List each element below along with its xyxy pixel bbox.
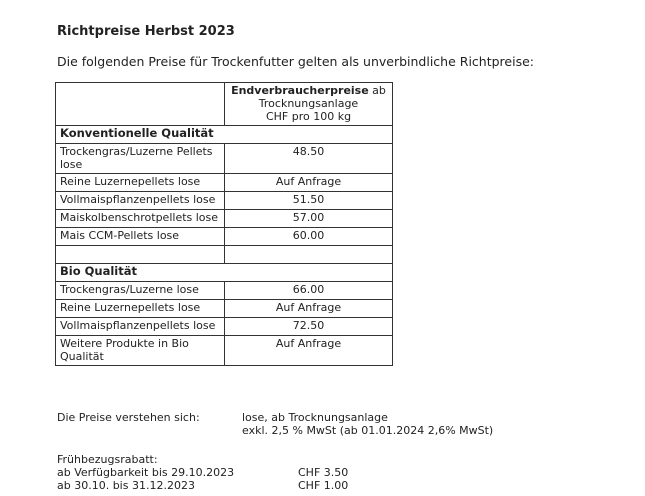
early-row-value: CHF 1.00: [298, 479, 349, 492]
table-row: [56, 192, 393, 210]
price-cell: 66.00: [225, 282, 393, 300]
notes-label: Die Preise verstehen sich:: [57, 411, 200, 424]
header-rest: ab Trocknungsanlage: [258, 84, 386, 110]
price-table: [55, 82, 393, 366]
price-cell: 51.50: [225, 192, 393, 210]
early-heading: Frühbezugsrabatt:: [57, 453, 158, 466]
section-row: [56, 126, 393, 144]
price-cell: Auf Anfrage: [225, 300, 393, 318]
early-row-value: CHF 3.50: [298, 466, 349, 479]
price-cell: 72.50: [225, 318, 393, 336]
table-row: [56, 144, 393, 174]
empty-row: [56, 246, 393, 264]
table-header-row: [56, 83, 393, 126]
early-discount: [57, 453, 457, 492]
early-row: [57, 479, 457, 492]
product-cell: Trockengras/Luzerne lose: [56, 282, 225, 300]
table-row: [56, 318, 393, 336]
intro-text: Die folgenden Preise für Trockenfutter gelten als unverbindliche Richtpreise:: [57, 54, 535, 69]
early-row-label: ab 30.10. bis 31.12.2023: [57, 479, 195, 492]
header-line2: CHF pro 100 kg: [265, 110, 352, 123]
product-cell: Maiskolbenschrotpellets lose: [56, 210, 225, 228]
header-strong: Endverbraucherpreise: [231, 84, 369, 97]
page-title: Richtpreise Herbst 2023: [57, 24, 235, 39]
table-row: [56, 210, 393, 228]
early-row: [57, 466, 457, 479]
empty-cell: [225, 246, 393, 264]
price-cell: 48.50: [225, 144, 393, 174]
table-row: [56, 336, 393, 366]
table-row: [56, 228, 393, 246]
notes-values: [242, 411, 493, 437]
notes-line2: exkl. 2,5 % MwSt (ab 01.01.2024 2,6% MwSt): [242, 424, 494, 437]
section-row: [56, 264, 393, 282]
header-empty-cell: [56, 83, 225, 126]
header-price-cell: [225, 83, 393, 126]
product-cell: Reine Luzernepellets lose: [56, 174, 225, 192]
product-cell: Reine Luzernepellets lose: [56, 300, 225, 318]
price-cell: 57.00: [225, 210, 393, 228]
product-cell: Vollmaispflanzenpellets lose: [56, 318, 225, 336]
table-row: [56, 300, 393, 318]
early-row-label: ab Verfügbarkeit bis 29.10.2023: [57, 466, 235, 479]
section-heading-bio: Bio Qualität: [56, 264, 393, 282]
price-cell: Auf Anfrage: [225, 336, 393, 366]
table-row: [56, 282, 393, 300]
price-cell: 60.00: [225, 228, 393, 246]
price-cell: Auf Anfrage: [225, 174, 393, 192]
product-cell: Trockengras/Luzerne Pellets lose: [56, 144, 225, 174]
section-heading-conventional: Konventionelle Qualität: [56, 126, 393, 144]
product-cell: Weitere Produkte in Bio Qualität: [56, 336, 225, 366]
empty-cell: [56, 246, 225, 264]
product-cell: Mais CCM-Pellets lose: [56, 228, 225, 246]
notes-line1: lose, ab Trocknungsanlage: [242, 411, 388, 424]
table-row: [56, 174, 393, 192]
product-cell: Vollmaispflanzenpellets lose: [56, 192, 225, 210]
